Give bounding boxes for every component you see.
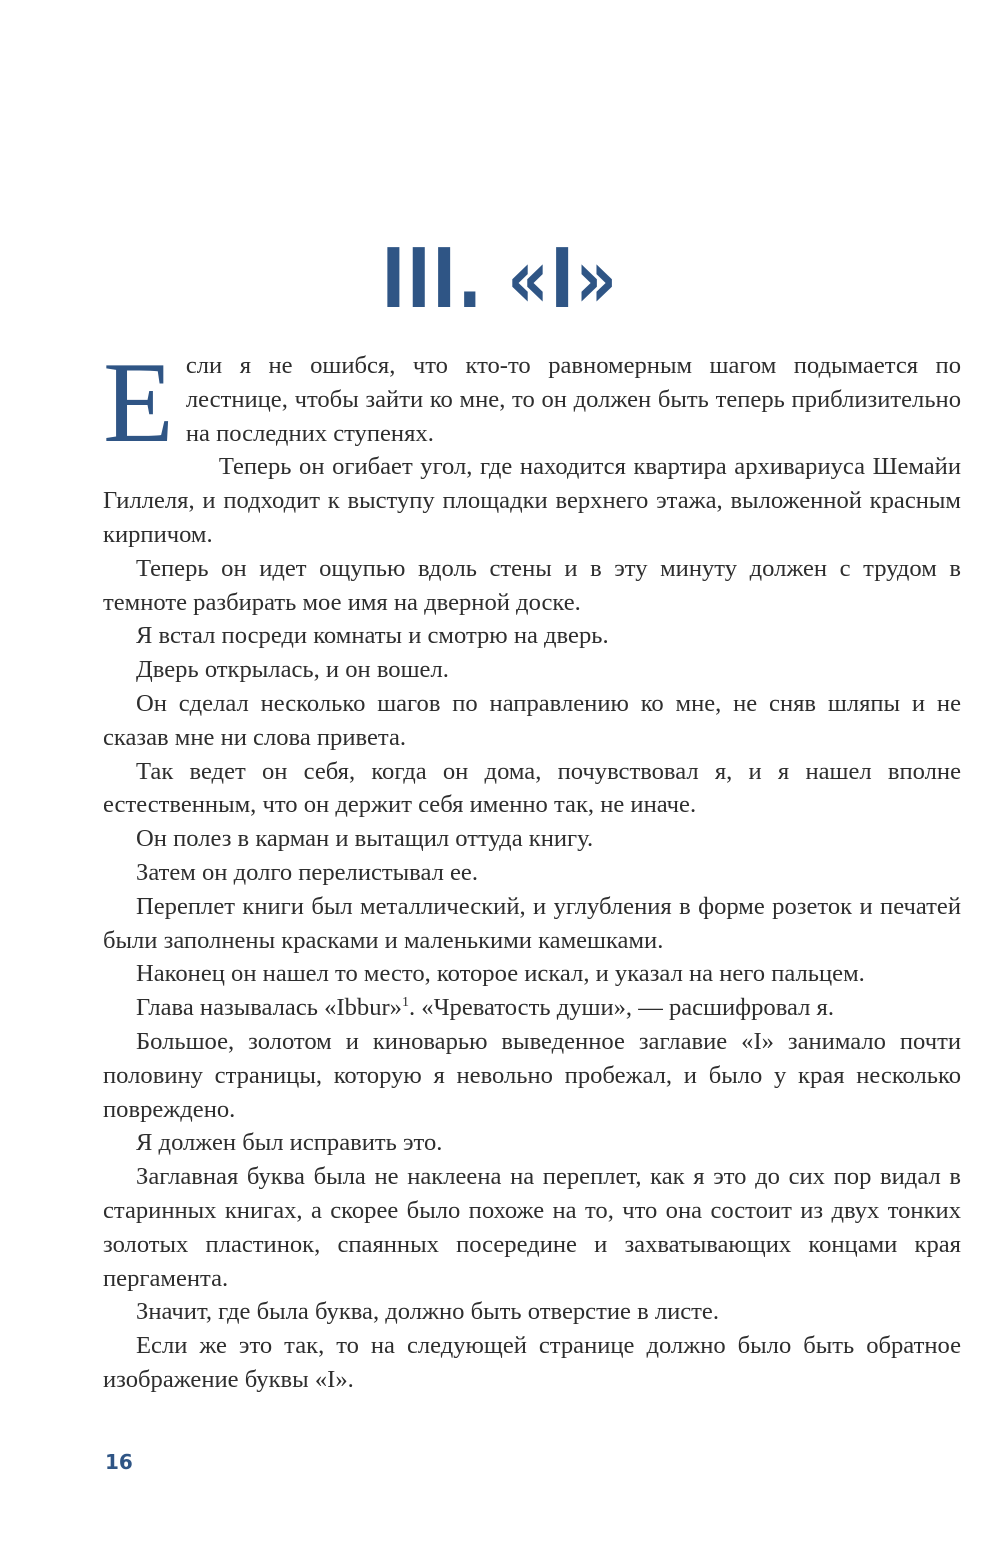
chapter-title: III. «I»	[381, 232, 619, 327]
paragraph-1	[103, 339, 961, 467]
paragraph-1-text: сли я не ошибся, что кто-то равномерным шагом подымается по лестнице, чтобы зайти ко мне, то он должен быть теперь приблизительно на последних ступенях.	[185, 352, 961, 447]
paragraph: Значит, где была буква, должно быть отверстие в листе.	[136, 1298, 719, 1326]
paragraph: Затем он долго перелистывал ее.	[136, 858, 478, 886]
paragraph: Он полез в карман и вытащил оттуда книгу.	[136, 825, 594, 853]
footnote-paragraph-before: Глава называлась «Ibbur»	[136, 994, 402, 1022]
body-text	[103, 339, 961, 1397]
paragraph: Я должен был исправить это.	[136, 1129, 443, 1157]
footnote-marker: 1	[401, 994, 409, 1010]
paragraph: Большое, золотом и киноварью выведенное заглавие «I» занимало почти половину страницы, которую я невольно пробежал, и было у края несколько повреждено.	[103, 1027, 961, 1123]
paragraph: Если же это так, то на следующей странице должно было быть обратное изображение буквы «I».	[103, 1332, 961, 1393]
paragraph: Так ведет он себя, когда он дома, почувствовал я, и я нашел вполне естественным, что он держит себя именно так, не иначе.	[103, 757, 961, 819]
paragraph: Дверь открылась, и он вошел.	[136, 656, 449, 684]
paragraph: Наконец он нашел то место, которое искал, и указал на него пальцем.	[136, 960, 865, 988]
paragraph: Я встал посреди комнаты и смотрю на дверь.	[136, 622, 609, 650]
footnote-paragraph	[103, 991, 961, 1025]
paragraph: Теперь он огибает угол, где находится квартира архивариуса Шемайи Гиллеля, и подходит к выступу площадки верхнего этажа, выложенной красным кирпичом.	[103, 453, 961, 548]
paragraph: Теперь он идет ощупью вдоль стены и в эту минуту должен с трудом в темноте разбирать мое имя на дверной доске.	[103, 554, 961, 616]
paragraph: Заглавная буква была не наклеена на переплет, как я это до сих пор видал в старинных книгах, а скорее было похоже на то, что она состоит из двух тонких золотых пластинок, спаянных посередине и захватывающих концами края пергамента.	[103, 1163, 961, 1292]
page-number: 16	[105, 1450, 133, 1474]
paragraph: Он сделал несколько шагов по направлению ко мне, не сняв шляпы и не сказав мне ни слова привета.	[103, 689, 961, 751]
drop-cap: Е	[103, 339, 174, 467]
paragraph: Переплет книги был металлический, и углубления в форме розеток и печатей были заполнены красками и маленькими камешками.	[103, 892, 961, 954]
footnote-paragraph-after: . «Чреватость души», — расшифровал я.	[408, 994, 835, 1022]
